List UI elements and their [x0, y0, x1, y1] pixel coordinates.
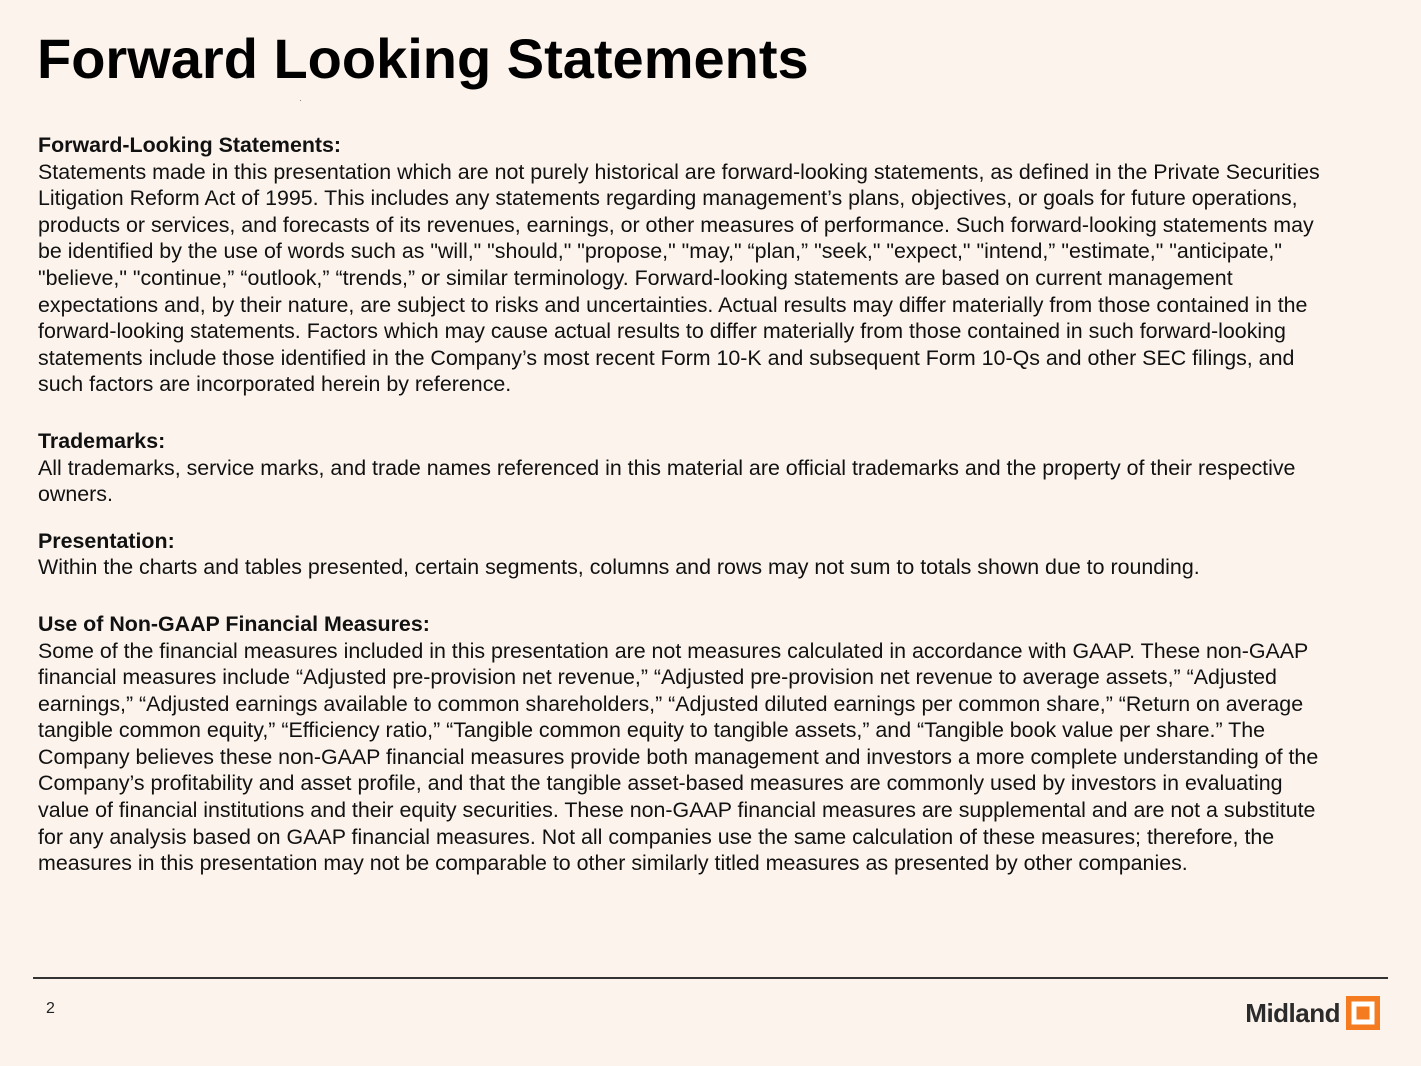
section-heading: Presentation:: [38, 528, 175, 553]
disclaimer-content: [38, 132, 1328, 877]
section-trademarks: [38, 428, 1328, 508]
section-body: Some of the financial measures included in this presentation are not measures calculated in accordance with GAAP. These non-GAAP financial measures include “Adjusted pre-provision net revenue,” “Adjusted pre-provision net revenue to average assets,” “Adjusted earnings,” “Adjusted earnings available to common shareholders,” “Adjusted diluted earnings per common share,” “Return on average tangible common equity,” “Efficiency ratio,” “Tangible common equity to tangible assets,” and “Tangible book value per share.” The Company believes these non-GAAP financial measures provide both management and investors a more complete understanding of the Company’s profitability and asset profile, and that the tangible asset-based measures are commonly used by investors in evaluating value of financial institutions and their equity securities. These non-GAAP financial measures are supplemental and are not a substitute for any analysis based on GAAP financial measures. Not all companies use the same calculation of these measures; therefore, the measures in this presentation may not be comparable to other similarly titled measures as presented by other companies.: [38, 638, 1319, 876]
section-heading: Use of Non-GAAP Financial Measures:: [38, 611, 430, 636]
section-presentation: [38, 528, 1328, 581]
section-forward-looking-statements: [38, 132, 1328, 398]
page-number: 2: [46, 1000, 55, 1017]
midland-square-logo-icon: [1346, 996, 1380, 1030]
page-title: Forward Looking Statements: [37, 27, 809, 90]
section-heading: Forward-Looking Statements:: [38, 133, 342, 157]
decorative-dot: [300, 100, 301, 101]
footer-divider: [33, 977, 1388, 979]
brand-logo: [1245, 995, 1380, 1031]
section-non-gaap-measures: [38, 611, 1328, 877]
section-body: All trademarks, service marks, and trade names referenced in this material are official trademarks and the property of their respective owners.: [38, 455, 1296, 507]
section-heading: Trademarks:: [38, 428, 166, 453]
section-body: Within the charts and tables presented, certain segments, columns and rows may not sum to totals shown due to rounding.: [38, 555, 1200, 580]
section-body: Statements made in this presentation which are not purely historical are forward-looking statements, as defined in the Private Securities Litigation Reform Act of 1995. This includes any statements regarding management’s plans, objectives, or goals for future operations, products or services, and forecasts of its revenues, earnings, or other measures of performance. Such forward-looking statements may be identified by the use of words such as "will," "should," "propose," "may," “plan,” "seek," "expect," "intend,” "estimate," "anticipate," "believe," "continue,” “outlook,” “trends,” or similar terminology. Forward-looking statements are based on current management expectations and, by their nature, are subject to risks and uncertainties. Actual results may differ materially from those contained in the forward-looking statements. Factors which may cause actual results to differ materially from those contained in such forward-looking statements include those identified in the Company’s most recent Form 10-K and subsequent Form 10-Qs and other SEC filings, and such factors are incorporated herein by reference.: [38, 159, 1320, 397]
brand-name: Midland: [1245, 998, 1340, 1028]
